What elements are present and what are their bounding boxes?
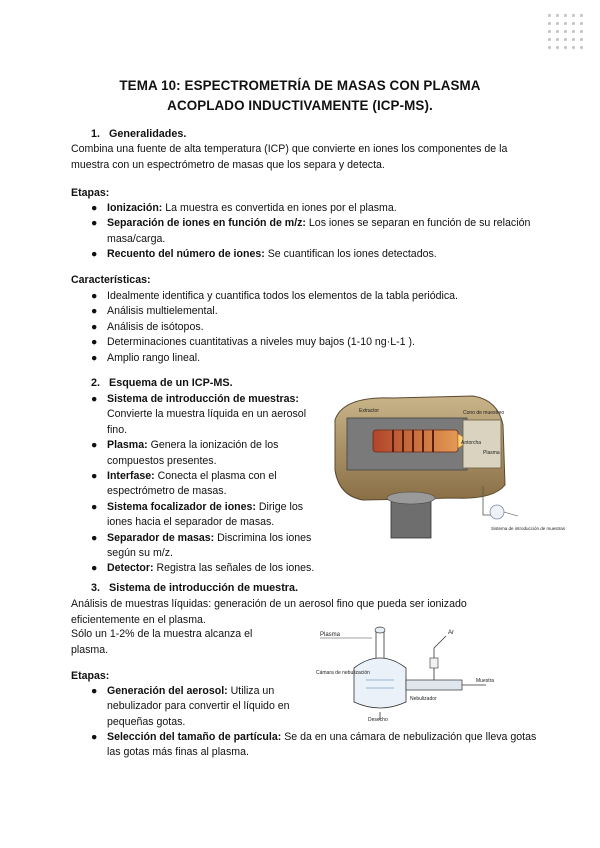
section-3-number: 3. bbox=[91, 582, 101, 594]
etapas-3-list-b bbox=[91, 730, 541, 761]
list-item: ● Sistema de introducción de muestras: Convierte la muestra líquida en un aerosol fino. bbox=[91, 393, 307, 436]
list-item: ● Plasma: Genera la ionización de los compuestos presentes. bbox=[91, 439, 279, 467]
nebulizer-diagram bbox=[306, 622, 506, 722]
esquema-list bbox=[91, 392, 327, 577]
section-3-paragraph-1: Análisis de muestras líquidas: generación de un aerosol fino que pueda ser ionizado eficientemente en el plasma. bbox=[71, 598, 467, 626]
label-plasma: Plasma bbox=[483, 450, 500, 456]
list-item: ● Amplio rango lineal. bbox=[91, 351, 201, 364]
etapas-heading: Etapas: bbox=[71, 187, 110, 199]
label-extractor: Extractor bbox=[359, 408, 380, 414]
section-1-title: Generalidades. bbox=[109, 128, 187, 140]
list-item: ● Separación de iones en función de m/z: Los iones se separan en función de su relación masa/carga. bbox=[91, 217, 531, 245]
label-sistema: Sistema de introducción de muestras bbox=[491, 526, 566, 531]
plasma-tube-top bbox=[375, 627, 385, 633]
list-item: ● Selección del tamaño de partícula: Se da en una cámara de nebulización que lleva gotas las gotas más finas al plasma. bbox=[91, 731, 537, 759]
etapas-3-list-a bbox=[91, 684, 297, 730]
list-item: ● Sistema focalizador de iones: Dirige los iones hacia el separador de masas. bbox=[91, 500, 304, 529]
label-desecho: Desecho bbox=[368, 717, 388, 723]
etapas-list bbox=[91, 201, 531, 263]
list-item: ● Análisis multielemental. bbox=[91, 305, 218, 318]
decorative-dot-grid bbox=[548, 14, 588, 54]
spray-chamber-shape bbox=[354, 658, 406, 708]
torch-shape bbox=[373, 430, 458, 452]
icp-ms-diagram bbox=[333, 390, 566, 540]
section-3-paragraph-2: Sólo un 1-2% de la muestra alcanza el plasma. bbox=[71, 628, 253, 656]
label-antorcha: Antorcha bbox=[461, 440, 482, 446]
nebulizer-shape bbox=[490, 505, 504, 519]
base-top-shape bbox=[387, 492, 435, 504]
label-ar: Ar bbox=[448, 630, 454, 636]
section-1-heading bbox=[91, 128, 186, 140]
section-3-heading bbox=[91, 582, 298, 594]
section-1-number: 1. bbox=[91, 128, 101, 140]
list-item: ● Determinaciones cuantitativas a niveles muy bajos (1-10 ng·L-1 ). bbox=[91, 336, 415, 349]
section-1-intro: Combina una fuente de alta temperatura (ICP) que convierte en iones los componentes de la muestra con un espectrómetro de masas que los separa y detecta. bbox=[71, 143, 508, 171]
page-title bbox=[60, 76, 540, 116]
list-item: ● Detector: Registra las señales de los iones. bbox=[91, 562, 315, 575]
label-nebulizador: Nebulizador bbox=[410, 696, 437, 702]
label-cono: Cono de muestreo bbox=[463, 410, 505, 416]
section-2-number: 2. bbox=[91, 377, 101, 389]
list-item: ● Ionización: La muestra es convertida en iones por el plasma. bbox=[91, 202, 397, 214]
list-item: ● Generación del aerosol: Utiliza un nebulizador para convertir el líquido en pequeñas gotas. bbox=[91, 685, 290, 728]
list-item: ● Interfase: Conecta el plasma con el espectrómetro de masas. bbox=[91, 470, 277, 498]
label-plasma-3: Plasma bbox=[320, 632, 341, 638]
list-item: ● Idealmente identifica y cuantifica todos los elementos de la tabla periódica. bbox=[91, 290, 458, 302]
label-muestra: Muestra bbox=[476, 678, 495, 684]
list-item: ● Análisis de isótopos. bbox=[91, 320, 204, 333]
section-2-title: Esquema de un ICP-MS. bbox=[109, 377, 233, 389]
section-3-title: Sistema de introducción de muestra. bbox=[109, 582, 298, 594]
argon-valve-shape bbox=[430, 658, 438, 668]
title-line-1: TEMA 10: ESPECTROMETRÍA DE MASAS CON PLASMA bbox=[119, 78, 481, 93]
caracteristicas-heading: Características: bbox=[71, 274, 151, 286]
section-2-heading bbox=[91, 377, 233, 389]
label-camara: Cámara de nebulización bbox=[316, 670, 370, 676]
list-item: ● Recuento del número de iones: Se cuantifican los iones detectados. bbox=[91, 248, 437, 261]
list-item: ● Separador de masas: Discrimina los iones según su m/z. bbox=[91, 531, 312, 560]
etapas-3-heading: Etapas: bbox=[71, 670, 110, 682]
caracteristicas-list bbox=[91, 289, 531, 366]
title-line-2: ACOPLADO INDUCTIVAMENTE (ICP-MS). bbox=[167, 98, 433, 113]
nebulizer-body-shape bbox=[406, 680, 462, 690]
